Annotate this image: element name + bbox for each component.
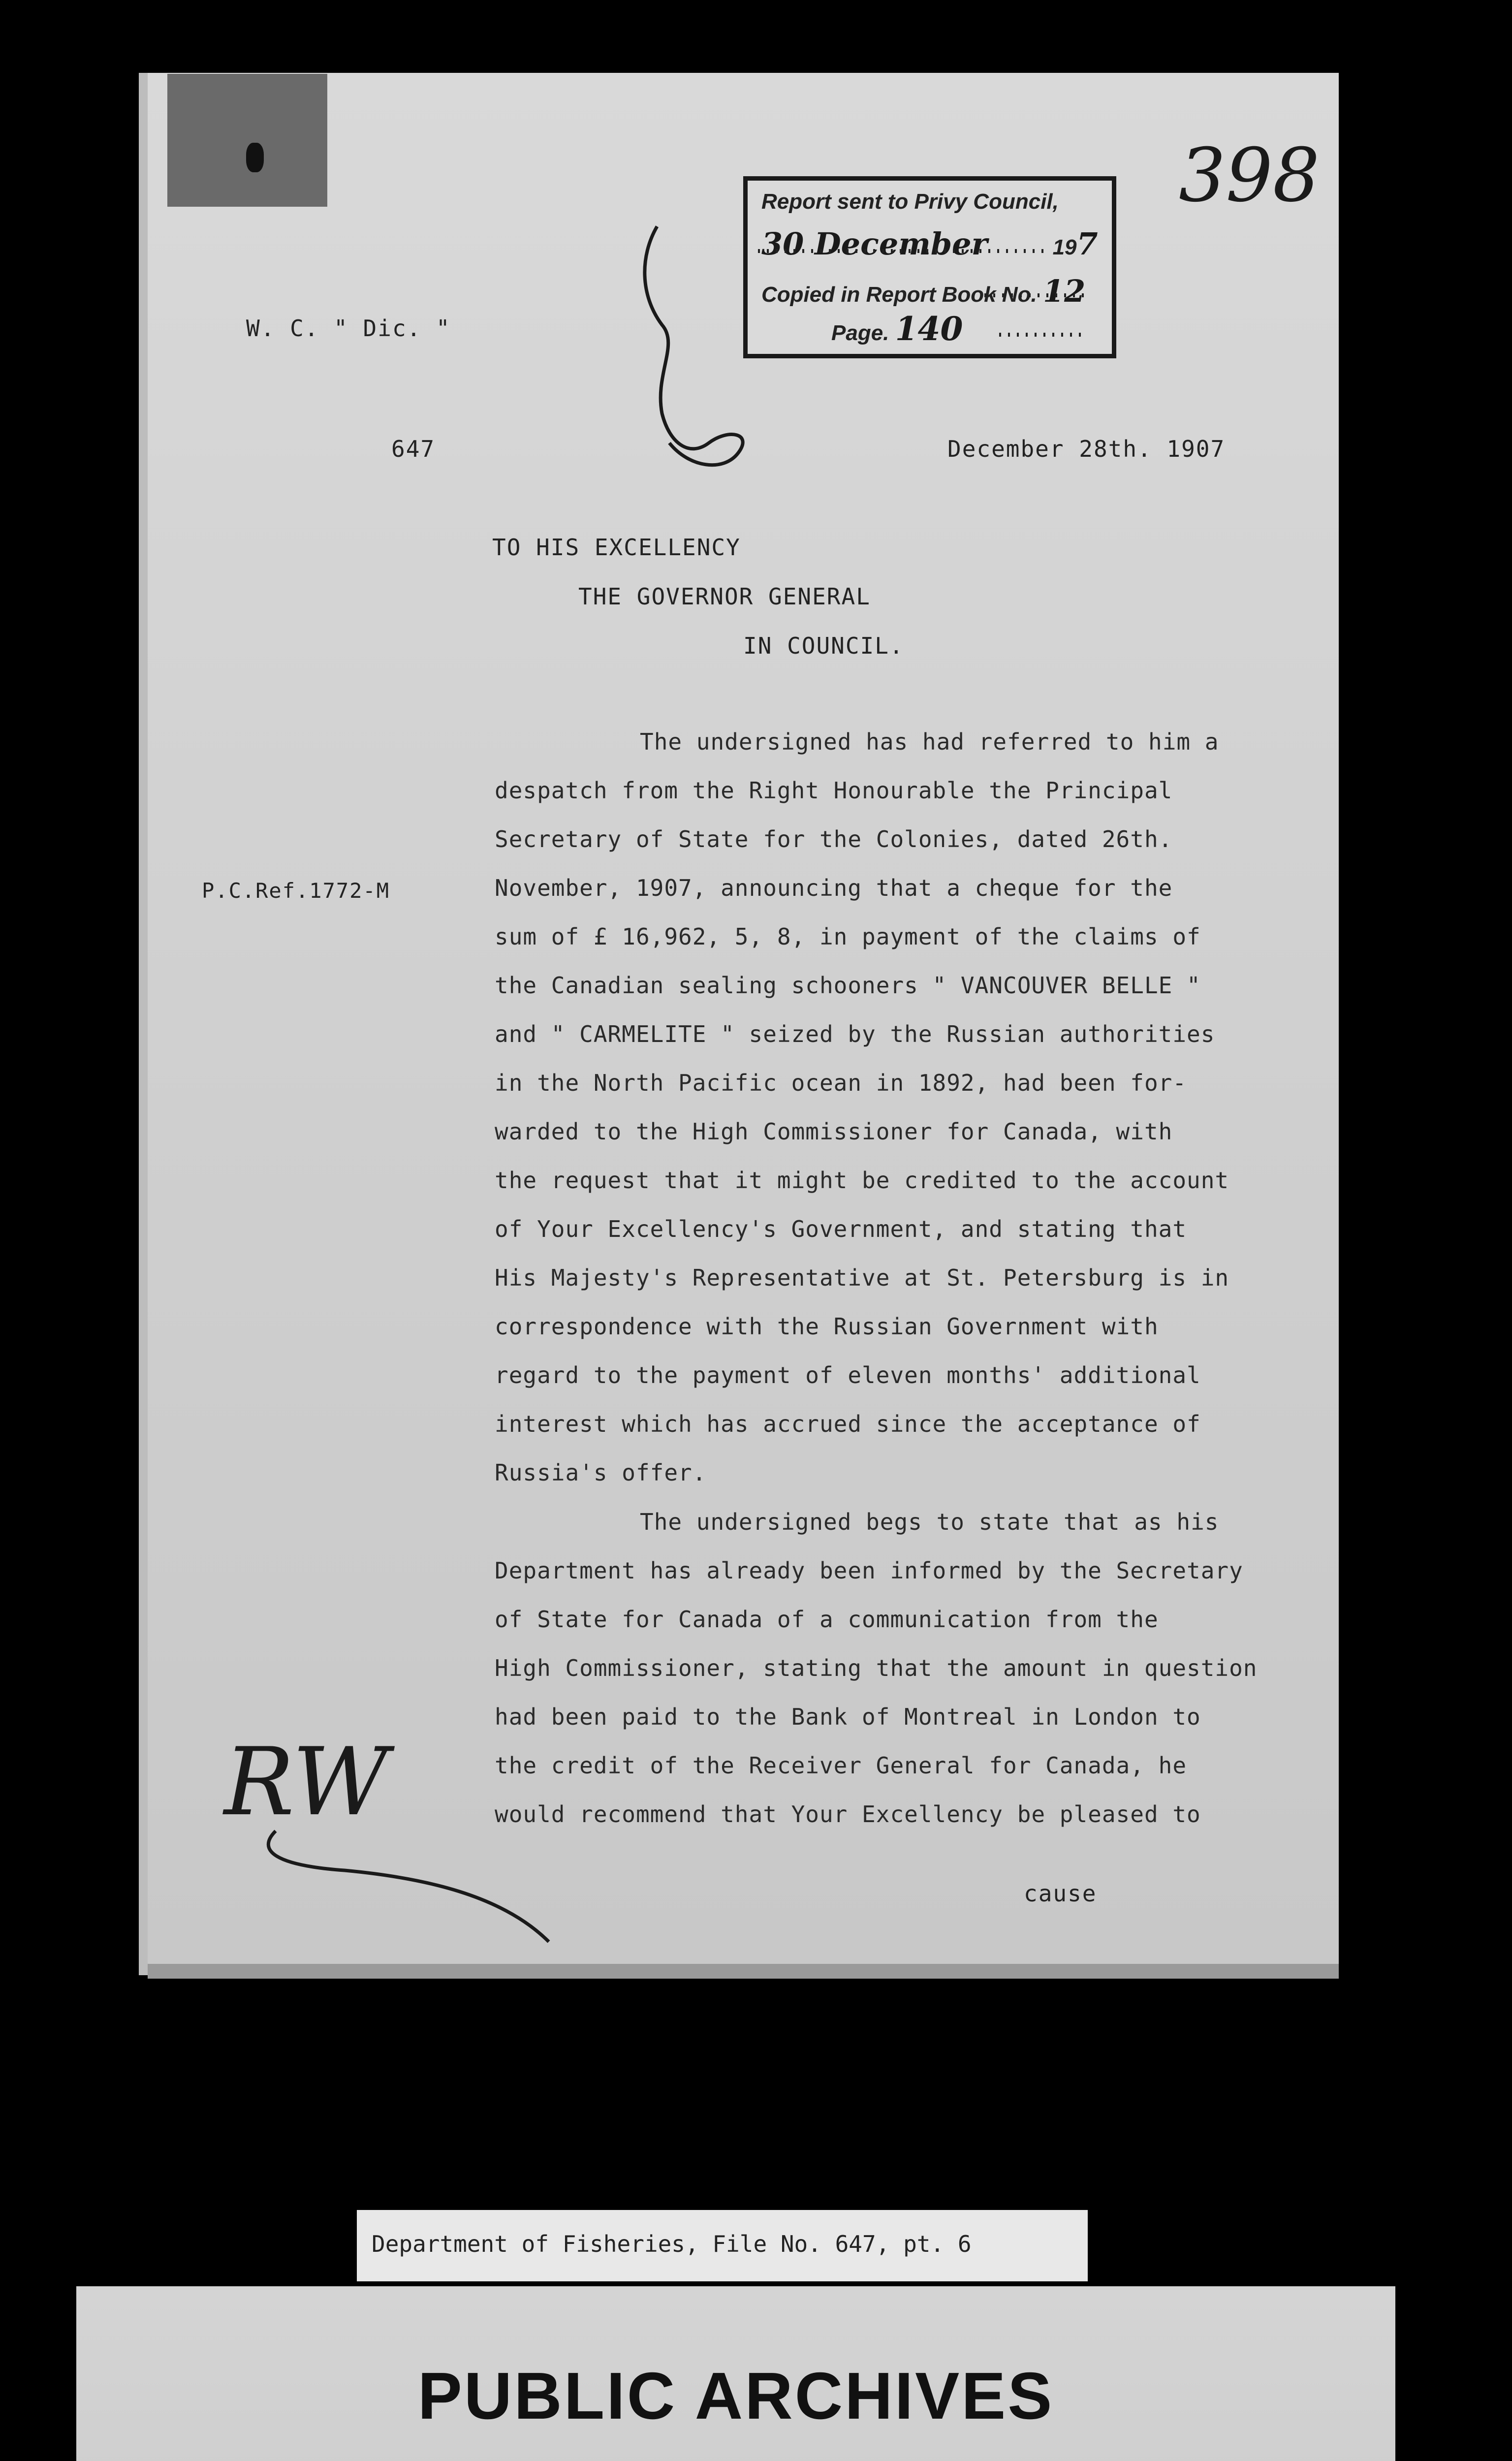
paragraph-line: sum of £ 16,962, 5, 8, in payment of the claims of: [495, 923, 1201, 950]
document-date: December 28th. 1907: [947, 436, 1226, 462]
paragraph-line: The undersigned has had referred to him a: [640, 728, 1219, 755]
stamp-line-report: Report sent to Privy Council,: [761, 189, 1059, 214]
file-number: 647: [391, 436, 436, 462]
catchword: cause: [1024, 1880, 1097, 1907]
archive-number: 398: [1179, 133, 1320, 219]
paragraph-line: The undersigned begs to state that as his: [640, 1509, 1219, 1535]
paragraph-line: the request that it might be credited to the account: [495, 1167, 1229, 1194]
stamp-page-hand: 140: [895, 310, 963, 348]
paragraph-line: Department has already been informed by the Secretary: [495, 1557, 1243, 1584]
header-left: W. C. " Dic. ": [246, 315, 451, 342]
initials-signature: RW: [224, 1728, 389, 1836]
archives-line-1: PUBLIC ARCHIVES: [417, 2359, 1054, 2433]
file-label: [357, 2210, 1088, 2281]
paragraph-line: High Commissioner, stating that the amount in question: [495, 1655, 1258, 1681]
paragraph-line: warded to the High Commissioner for Canada, with: [495, 1118, 1173, 1145]
page-edge: [148, 1964, 1339, 1979]
paragraph-line: of Your Excellency's Government, and stating that: [495, 1216, 1187, 1242]
address-line-3: IN COUNCIL.: [743, 632, 904, 659]
paragraph-line: Russia's offer.: [495, 1459, 707, 1486]
stamp-copied-label: Copied in Report Book No.: [761, 283, 1037, 307]
paragraph-line: in the North Pacific ocean in 1892, had been for-: [495, 1070, 1187, 1096]
archives-card: [76, 2286, 1395, 2461]
paragraph-line: and " CARMELITE " seized by the Russian authorities: [495, 1021, 1215, 1047]
stamp-date-hand: 30 December: [761, 226, 988, 262]
file-label-text: Department of Fisheries, File No. 647, pt. 6: [372, 2231, 972, 2257]
stamp-page-label: Page.: [831, 321, 889, 345]
paragraph-line: interest which has accrued since the acceptance of: [495, 1411, 1201, 1437]
paragraph-line: of State for Canada of a communication from the: [495, 1606, 1159, 1633]
paragraph-line: would recommend that Your Excellency be pleased to: [495, 1801, 1201, 1828]
paragraph-line: correspondence with the Russian Government with: [495, 1313, 1159, 1340]
signature-underline: [268, 1831, 549, 1942]
paragraph-line: regard to the payment of eleven months' additional: [495, 1362, 1201, 1388]
stamp-year: 19: [1052, 235, 1077, 259]
address-line-2: THE GOVERNOR GENERAL: [578, 583, 871, 610]
paragraph-line: Secretary of State for the Colonies, dated 26th.: [495, 826, 1173, 852]
paragraph-line: the credit of the Receiver General for Canada, he: [495, 1752, 1187, 1779]
paragraph-line: November, 1907, announcing that a cheque for the: [495, 875, 1173, 901]
pen-flourish-mark: [645, 226, 743, 465]
paragraph-line: despatch from the Right Honourable the Principal: [495, 777, 1173, 804]
stamp-year-hand: 7: [1076, 226, 1098, 262]
stamp-book-hand: 12: [1043, 273, 1086, 309]
paragraph-line: had been paid to the Bank of Montreal in London to: [495, 1704, 1201, 1730]
paragraph-line: the Canadian sealing schooners " VANCOUVER BELLE ": [495, 972, 1201, 999]
address-line-1: TO HIS EXCELLENCY: [492, 534, 741, 561]
paragraph-line: His Majesty's Representative at St. Petersburg is in: [495, 1264, 1229, 1291]
margin-reference: P.C.Ref.1772-M: [202, 879, 390, 903]
